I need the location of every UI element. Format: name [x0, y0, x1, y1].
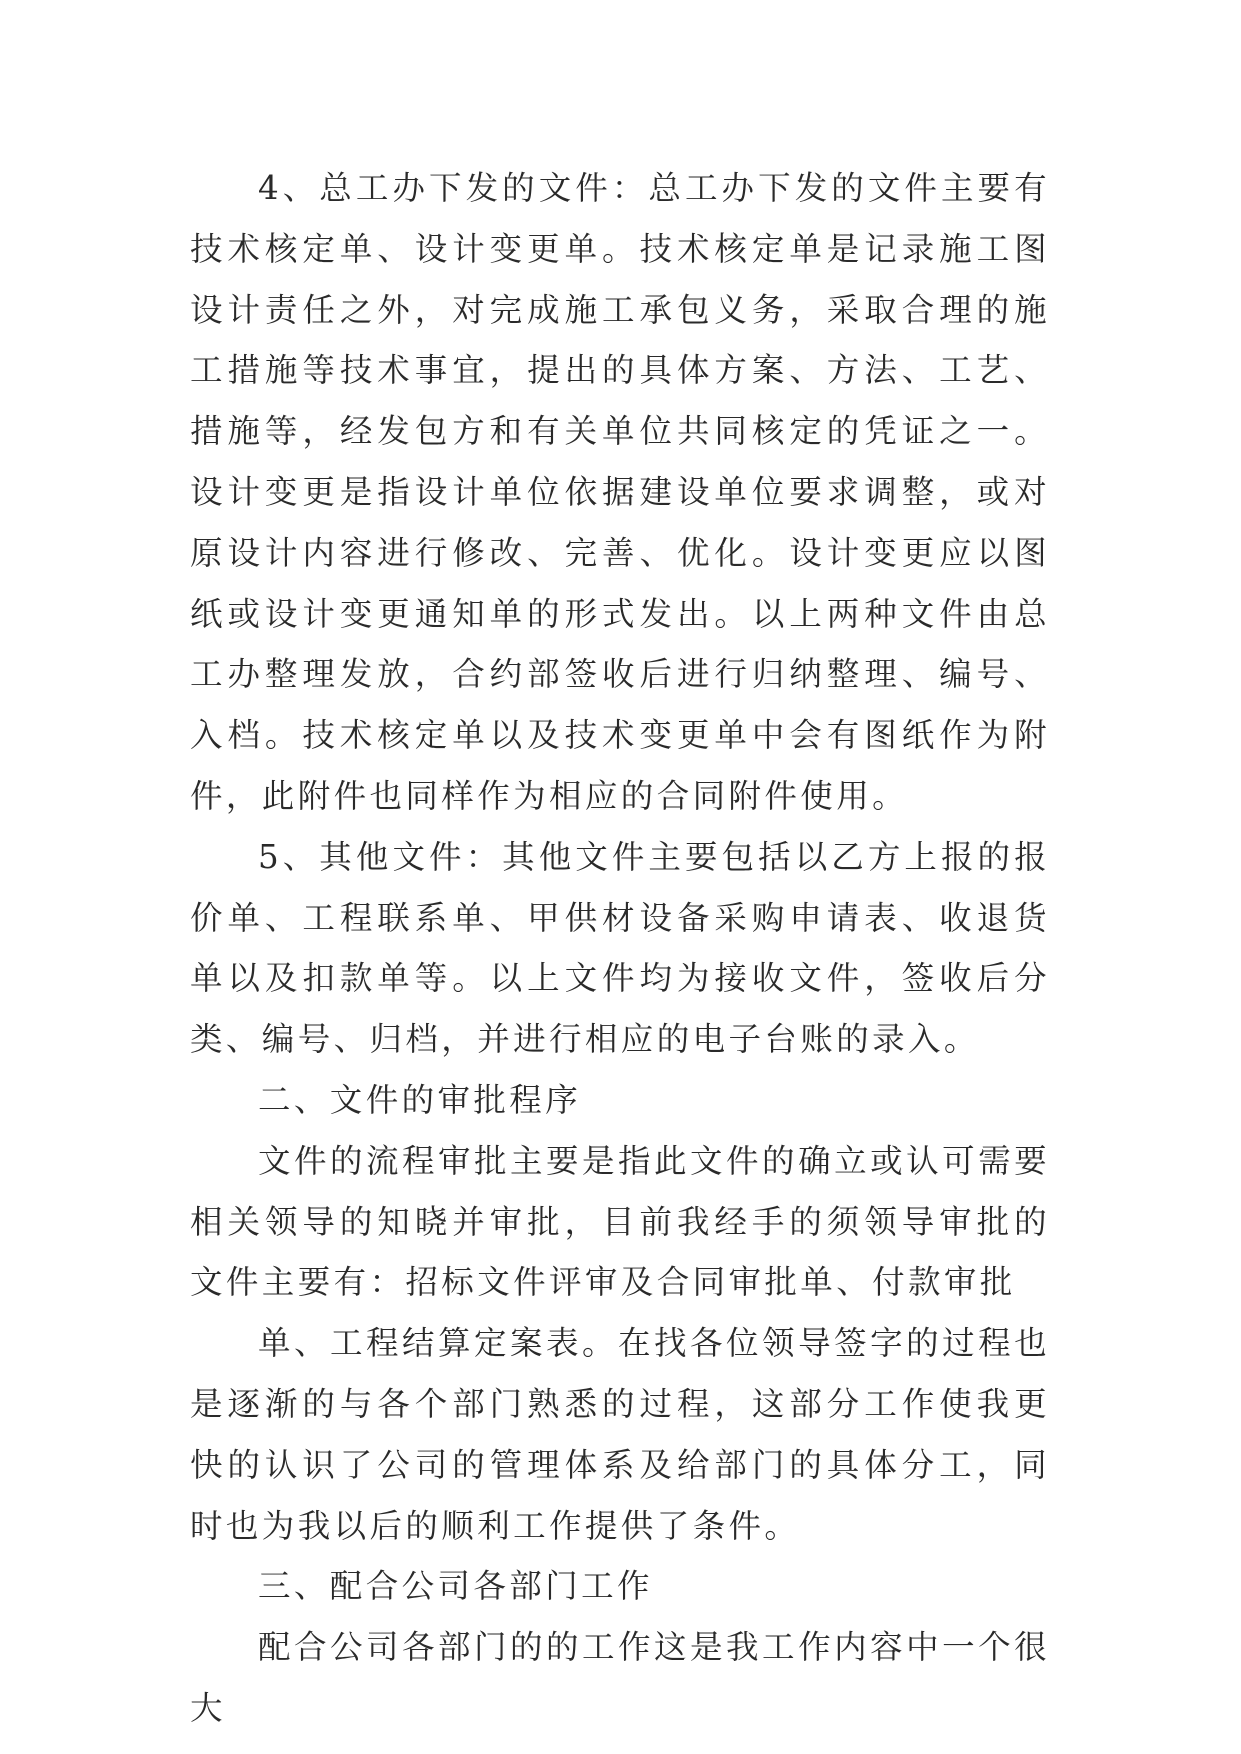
paragraph-department-cooperation: 配合公司各部门的的工作这是我工作内容中一个很大 [190, 1628, 1050, 1727]
paragraph-approval-continued: 单、工程结算定案表。在找各位领导签字的过程也是逐渐的与各个部门熟悉的过程，这部分工作使我更快的认识了公司的管理体系及给部门的具体分工，同时也为我以后的顺利工作提供了条件。 [190, 1324, 1050, 1545]
paragraph-approval-intro: 文件的流程审批主要是指此文件的确立或认可需要相关领导的知晓并审批，目前我经手的须领导审批的文件主要有：招标文件评审及合同审批单、付款审批 [190, 1141, 1050, 1302]
section-heading-department-cooperation: 三、配合公司各部门工作 [258, 1567, 653, 1606]
paragraph-item-4-documents: 4、总工办下发的文件：总工办下发的文件主要有技术核定单、设计变更单。技术核定单是记录施工图设计责任之外，对完成施工承包义务，采取合理的施工措施等技术事宜，提出的具体方案、方法、工艺、措施等，经发包方和有关单位共同核定的凭证之一。设计变更是指设计单位依据建设单位要求调整，或对原设计内容进行修改、完善、优化。设计变更应以图纸或设计变更通知单的形式发出。以上两种文件由总工办整理发放，合约部签收后进行归纳整理、编号、入档。技术核定单以及技术变更单中会有图纸作为附件，此附件也同样作为相应的合同附件使用。 [190, 169, 1050, 815]
paragraph-item-5-other-documents: 5、其他文件：其他文件主要包括以乙方上报的报价单、工程联系单、甲供材设备采购申请表、收退货单以及扣款单等。以上文件均为接收文件，签收后分类、编号、归档，并进行相应的电子台账的录入。 [190, 837, 1050, 1059]
document-body [190, 158, 1050, 1739]
section-heading-approval-procedure: 二、文件的审批程序 [258, 1080, 582, 1119]
